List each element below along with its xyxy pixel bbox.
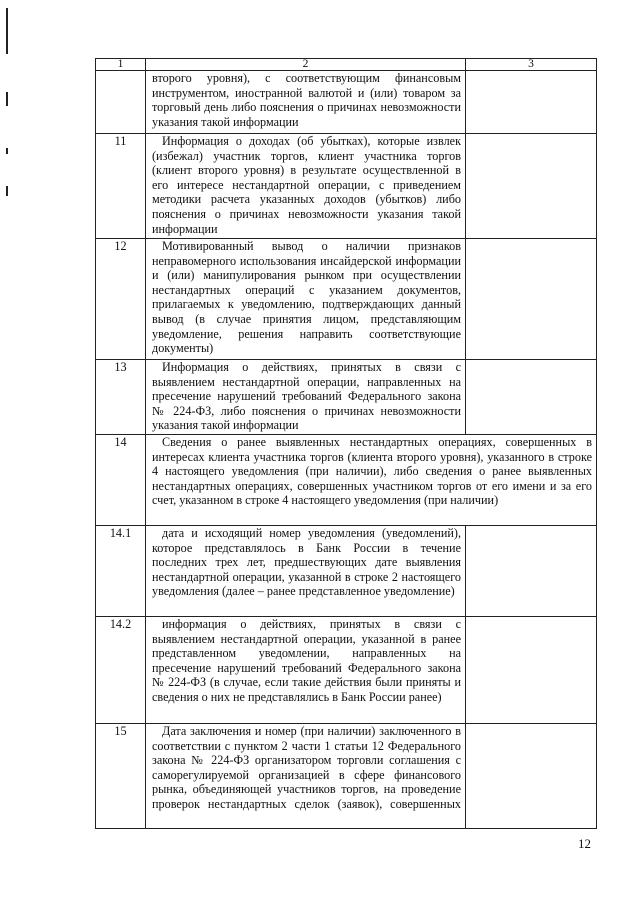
- row-text: дата и исходящий номер уведомления (уведомлений), которое представлялось в Банк России в течение последних трех лет, предшествующих дате выявления нестандартной операции, указанной в строке 2 настоящего уведомления (далее – ранее представленное уведомление): [146, 526, 466, 617]
- row-value-cell: [466, 617, 597, 724]
- table-row: [96, 360, 597, 435]
- document-table: [95, 58, 597, 829]
- header-col-3: 3: [466, 59, 597, 71]
- row-text: Информация о действиях, принятых в связи с выявлением нестандартной операции, направленных на пресечение нарушений требований Федерального закона № 224-ФЗ, либо пояснения о причинах невозможности указания такой информации: [146, 360, 466, 435]
- table-row: [96, 526, 597, 617]
- page-number: 12: [578, 836, 591, 851]
- table-header-row: [96, 59, 597, 71]
- row-number: 14: [96, 435, 146, 526]
- table-row: [96, 724, 597, 829]
- row-value-cell: [466, 134, 597, 239]
- row-number: 13: [96, 360, 146, 435]
- row-text: второго уровня), с соответствующим финансовым инструментом, иностранной валютой и (или) товаром за торговый день либо пояснения о причинах невозможности указания такой информации: [146, 71, 466, 134]
- table-row: [96, 617, 597, 724]
- scan-artifact-mark: [6, 186, 8, 196]
- table-row: [96, 435, 597, 526]
- row-value-cell: [466, 239, 597, 360]
- scan-artifact-mark: [6, 8, 8, 54]
- table-row: [96, 239, 597, 360]
- row-number: 14.2: [96, 617, 146, 724]
- header-col-1: 1: [96, 59, 146, 71]
- row-number: 15: [96, 724, 146, 829]
- table-row: [96, 134, 597, 239]
- row-value-cell: [466, 360, 597, 435]
- row-text: Мотивированный вывод о наличии признаков неправомерного использования инсайдерской информации и (или) манипулирования рынком при осуществлении нестандартных операций с указанием документов, прилагаемых к уведомлению, подтверждающих данный вывод (в случае принятия лицом, представляющим уведомление, решения направить соответствующие документы): [146, 239, 466, 360]
- row-number: [96, 71, 146, 134]
- scan-artifact-mark: [6, 148, 8, 154]
- row-text: Дата заключения и номер (при наличии) заключенного в соответствии с пунктом 2 части 1 статьи 12 Федерального закона № 224-ФЗ организатором торговли соглашения с саморегулируемой организацией в сфере финансового рынка, объединяющей участников торгов, на проведение проверок нестандартных сделок (заявок), совершенных: [146, 724, 466, 829]
- row-text: Информация о доходах (об убытках), которые извлек (избежал) участник торгов, клиент участника торгов (клиент второго уровня) в результате осуществленной в его интересе нестандартной операции, с приведением методики расчета указанных доходов (убытков) либо пояснения о причинах невозможности указания такой информации: [146, 134, 466, 239]
- row-number: 11: [96, 134, 146, 239]
- row-number: 12: [96, 239, 146, 360]
- row-value-cell: [466, 724, 597, 829]
- row-text: информация о действиях, принятых в связи с выявлением нестандартной операции, указанной в ранее представленном уведомлении, направленных на пресечение нарушений требований Федерального закона № 224-ФЗ (в случае, если такие действия были приняты и сведения о них не представлялись в Банк России ранее): [146, 617, 466, 724]
- header-col-2: 2: [146, 59, 466, 71]
- table-row: [96, 71, 597, 134]
- row-text-merged: Сведения о ранее выявленных нестандартных операциях, совершенных в интересах клиента участника торгов (клиента второго уровня), указанного в строке 4 настоящего уведомления (при наличии), либо сведения о ранее выявленных нестандартных операциях, совершенных участником торгов от его имени и за его счет, указанном в строке 4 настоящего уведомления (при наличии): [146, 435, 597, 526]
- row-value-cell: [466, 71, 597, 134]
- row-number: 14.1: [96, 526, 146, 617]
- scan-artifact-mark: [6, 92, 8, 106]
- row-value-cell: [466, 526, 597, 617]
